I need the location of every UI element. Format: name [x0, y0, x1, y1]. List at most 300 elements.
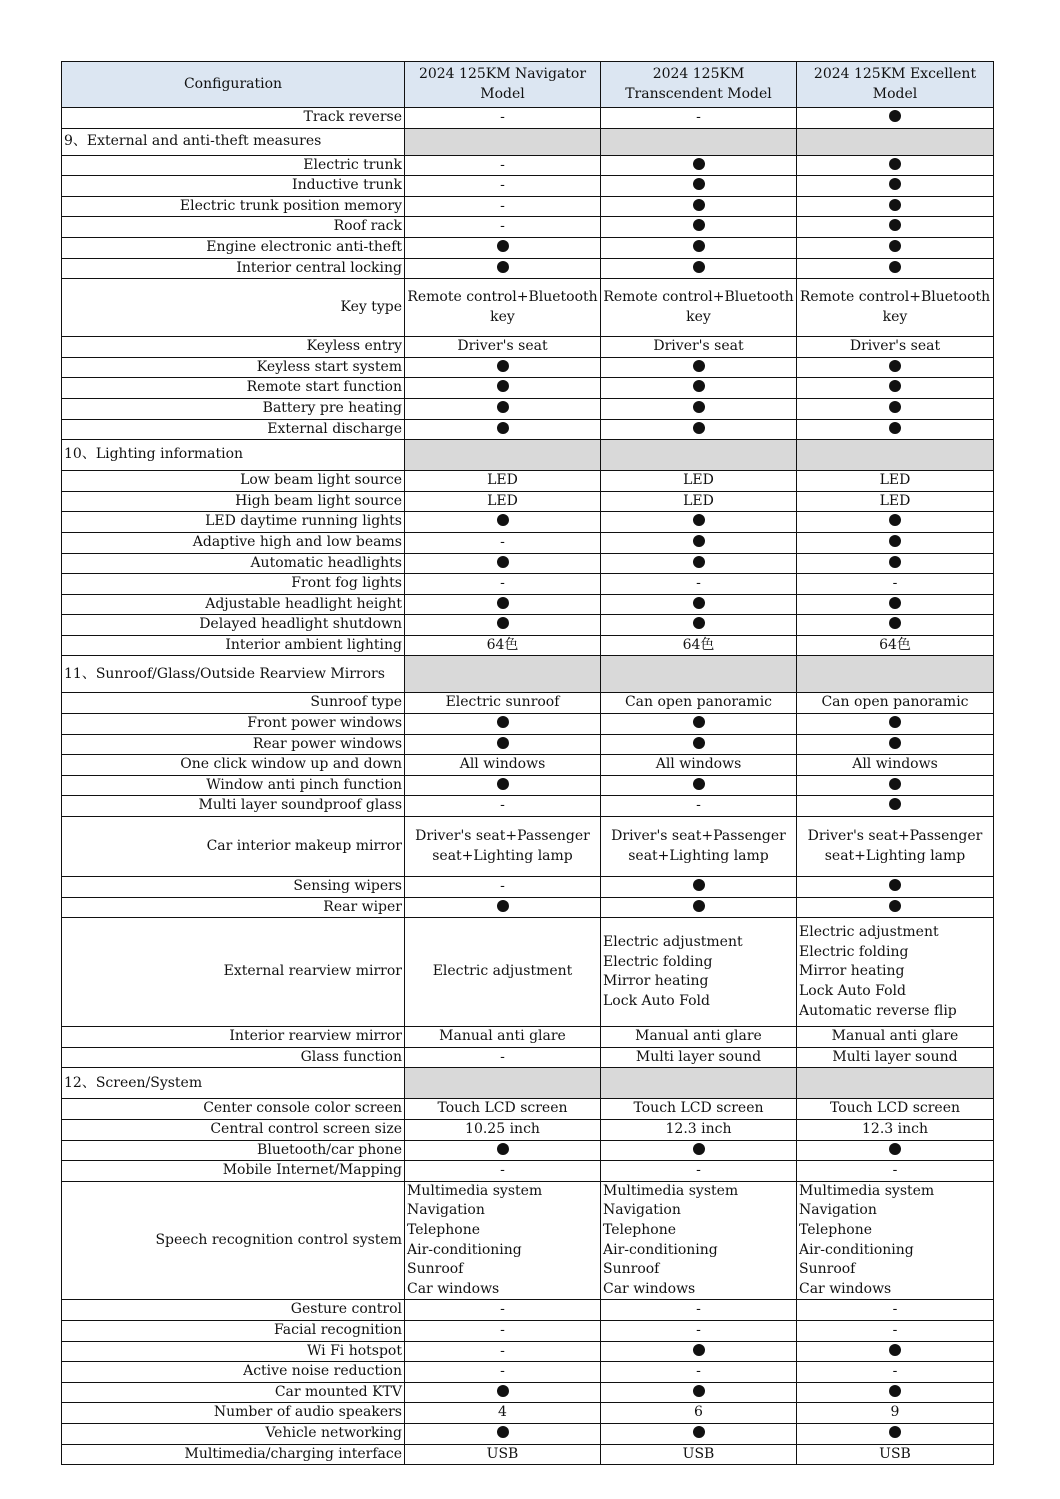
- filled-dot-icon: [889, 158, 901, 170]
- filled-dot-icon: [889, 401, 901, 413]
- row-label: Wi Fi hotspot: [62, 1341, 405, 1362]
- value-navigator: [405, 512, 601, 533]
- section-fill-cell: [601, 440, 797, 471]
- value-transcendent: -: [601, 1362, 797, 1383]
- value-excellent: [797, 398, 994, 419]
- value-transcendent: 64色: [601, 635, 797, 656]
- row-label: Vehicle networking: [62, 1423, 405, 1444]
- section-fill-cell: [405, 656, 601, 693]
- table-row: [62, 775, 994, 796]
- value-excellent: [797, 512, 994, 533]
- row-label: High beam light source: [62, 491, 405, 512]
- table-row: [62, 553, 994, 574]
- row-label: Active noise reduction: [62, 1362, 405, 1383]
- spec-table: [61, 61, 994, 1465]
- filled-dot-icon: [889, 900, 901, 912]
- row-label: Mobile Internet/Mapping: [62, 1161, 405, 1182]
- value-excellent: [797, 796, 994, 817]
- value-transcendent: [601, 594, 797, 615]
- filled-dot-icon: [889, 535, 901, 547]
- value-transcendent: [601, 1382, 797, 1403]
- table-row: [62, 897, 994, 918]
- value-transcendent: [601, 532, 797, 553]
- filled-dot-icon: [497, 778, 509, 790]
- row-label: LED daytime running lights: [62, 512, 405, 533]
- filled-dot-icon: [889, 597, 901, 609]
- value-excellent: [797, 237, 994, 258]
- row-label: Front fog lights: [62, 574, 405, 595]
- value-navigator: [405, 419, 601, 440]
- section-row: [62, 128, 994, 155]
- value-transcendent: [601, 1140, 797, 1161]
- value-transcendent: [601, 775, 797, 796]
- filled-dot-icon: [693, 1344, 705, 1356]
- section-fill-cell: [405, 440, 601, 471]
- value-transcendent: [601, 217, 797, 238]
- table-row: [62, 1320, 994, 1341]
- table-row: [62, 1140, 994, 1161]
- table-row: [62, 1403, 994, 1424]
- value-navigator: -: [405, 1320, 601, 1341]
- value-navigator: Electric sunroof: [405, 693, 601, 714]
- filled-dot-icon: [889, 617, 901, 629]
- filled-dot-icon: [497, 422, 509, 434]
- filled-dot-icon: [497, 900, 509, 912]
- header-excellent-model: 2024 125KM Excellent Model: [797, 62, 994, 108]
- value-navigator: Driver's seat+Passenger seat+Lighting lamp: [405, 817, 601, 877]
- header-navigator-model: 2024 125KM Navigator Model: [405, 62, 601, 108]
- value-transcendent: [601, 237, 797, 258]
- value-transcendent: LED: [601, 471, 797, 492]
- table-row: [62, 176, 994, 197]
- value-excellent: 12.3 inch: [797, 1120, 994, 1141]
- value-transcendent: [601, 1423, 797, 1444]
- table-row: [62, 279, 994, 337]
- value-navigator: Manual anti glare: [405, 1027, 601, 1048]
- row-label: Electric trunk position memory: [62, 196, 405, 217]
- value-excellent: [797, 419, 994, 440]
- row-label: Multi layer soundproof glass: [62, 796, 405, 817]
- value-excellent: [797, 357, 994, 378]
- value-excellent: Remote control+Bluetooth key: [797, 279, 994, 337]
- filled-dot-icon: [889, 778, 901, 790]
- value-excellent: [797, 532, 994, 553]
- row-label: Keyless start system: [62, 357, 405, 378]
- table-row: [62, 918, 994, 1027]
- value-navigator: -: [405, 796, 601, 817]
- value-navigator: USB: [405, 1444, 601, 1465]
- row-label: Car interior makeup mirror: [62, 817, 405, 877]
- value-navigator: [405, 237, 601, 258]
- section-fill-cell: [601, 656, 797, 693]
- header-transcendent-model: 2024 125KM Transcendent Model: [601, 62, 797, 108]
- table-row: [62, 1300, 994, 1321]
- filled-dot-icon: [889, 110, 901, 122]
- value-navigator: [405, 553, 601, 574]
- value-excellent: [797, 714, 994, 735]
- filled-dot-icon: [693, 380, 705, 392]
- value-navigator: Electric adjustment: [405, 918, 601, 1027]
- spec-body: [62, 108, 994, 1465]
- value-transcendent: [601, 378, 797, 399]
- row-label: Bluetooth/car phone: [62, 1140, 405, 1161]
- table-row: [62, 594, 994, 615]
- value-excellent: [797, 594, 994, 615]
- filled-dot-icon: [497, 716, 509, 728]
- table-row: [62, 1047, 994, 1068]
- value-excellent: Driver's seat+Passenger seat+Lighting lamp: [797, 817, 994, 877]
- filled-dot-icon: [497, 737, 509, 749]
- value-excellent: [797, 378, 994, 399]
- row-label: Front power windows: [62, 714, 405, 735]
- table-row: [62, 1341, 994, 1362]
- table-row: [62, 1120, 994, 1141]
- value-excellent: [797, 1423, 994, 1444]
- value-transcendent: Touch LCD screen: [601, 1099, 797, 1120]
- section-fill-cell: [797, 656, 994, 693]
- value-navigator: -: [405, 532, 601, 553]
- value-excellent: [797, 734, 994, 755]
- table-row: [62, 1027, 994, 1048]
- table-row: [62, 258, 994, 279]
- filled-dot-icon: [889, 1143, 901, 1155]
- value-excellent: [797, 176, 994, 197]
- row-label: Window anti pinch function: [62, 775, 405, 796]
- value-excellent: -: [797, 1320, 994, 1341]
- filled-dot-icon: [693, 199, 705, 211]
- value-navigator: 4: [405, 1403, 601, 1424]
- section-title: 10、Lighting information: [62, 440, 405, 471]
- filled-dot-icon: [889, 737, 901, 749]
- row-label: Glass function: [62, 1047, 405, 1068]
- filled-dot-icon: [497, 401, 509, 413]
- row-label: Number of audio speakers: [62, 1403, 405, 1424]
- value-navigator: [405, 734, 601, 755]
- filled-dot-icon: [889, 240, 901, 252]
- section-title: 9、External and anti-theft measures: [62, 128, 405, 155]
- value-transcendent: Driver's seat+Passenger seat+Lighting lamp: [601, 817, 797, 877]
- filled-dot-icon: [889, 716, 901, 728]
- value-excellent: Driver's seat: [797, 337, 994, 358]
- value-transcendent: [601, 1341, 797, 1362]
- table-row: [62, 398, 994, 419]
- value-transcendent: [601, 419, 797, 440]
- filled-dot-icon: [693, 1426, 705, 1438]
- value-navigator: -: [405, 155, 601, 176]
- row-label: One click window up and down: [62, 755, 405, 776]
- filled-dot-icon: [693, 401, 705, 413]
- value-excellent: -: [797, 1300, 994, 1321]
- value-transcendent: [601, 398, 797, 419]
- table-row: [62, 1423, 994, 1444]
- value-navigator: [405, 357, 601, 378]
- table-row: [62, 574, 994, 595]
- filled-dot-icon: [889, 178, 901, 190]
- table-row: [62, 108, 994, 129]
- value-excellent: [797, 155, 994, 176]
- value-navigator: All windows: [405, 755, 601, 776]
- row-label: Adjustable headlight height: [62, 594, 405, 615]
- row-label: Track reverse: [62, 108, 405, 129]
- table-row: [62, 471, 994, 492]
- value-excellent: [797, 553, 994, 574]
- section-title: 11、Sunroof/Glass/Outside Rearview Mirrors: [62, 656, 405, 693]
- value-transcendent: LED: [601, 491, 797, 512]
- table-row: [62, 357, 994, 378]
- value-excellent: [797, 1341, 994, 1362]
- filled-dot-icon: [497, 360, 509, 372]
- value-navigator: 10.25 inch: [405, 1120, 601, 1141]
- value-transcendent: All windows: [601, 755, 797, 776]
- header-configuration: Configuration: [62, 62, 405, 108]
- row-label: Rear wiper: [62, 897, 405, 918]
- value-transcendent: -: [601, 1320, 797, 1341]
- row-label: Speech recognition control system: [62, 1181, 405, 1300]
- section-fill-cell: [405, 128, 601, 155]
- row-label: Key type: [62, 279, 405, 337]
- value-navigator: LED: [405, 491, 601, 512]
- table-row: [62, 877, 994, 898]
- value-excellent: [797, 897, 994, 918]
- row-label: Inductive trunk: [62, 176, 405, 197]
- value-excellent: [797, 196, 994, 217]
- value-navigator: -: [405, 196, 601, 217]
- row-label: Engine electronic anti-theft: [62, 237, 405, 258]
- section-fill-cell: [601, 128, 797, 155]
- table-row: [62, 217, 994, 238]
- row-label: Car mounted KTV: [62, 1382, 405, 1403]
- filled-dot-icon: [693, 261, 705, 273]
- value-navigator: [405, 594, 601, 615]
- row-label: External rearview mirror: [62, 918, 405, 1027]
- table-row: [62, 237, 994, 258]
- section-fill-cell: [797, 440, 994, 471]
- row-label: Multimedia/charging interface: [62, 1444, 405, 1465]
- row-label: Delayed headlight shutdown: [62, 615, 405, 636]
- filled-dot-icon: [889, 1385, 901, 1397]
- value-transcendent: -: [601, 796, 797, 817]
- filled-dot-icon: [497, 1143, 509, 1155]
- table-row: [62, 693, 994, 714]
- section-title: 12、Screen/System: [62, 1068, 405, 1099]
- value-transcendent: [601, 615, 797, 636]
- filled-dot-icon: [889, 798, 901, 810]
- value-excellent: -: [797, 1362, 994, 1383]
- filled-dot-icon: [693, 219, 705, 231]
- section-fill-cell: [601, 1068, 797, 1099]
- filled-dot-icon: [889, 219, 901, 231]
- filled-dot-icon: [497, 597, 509, 609]
- table-row: [62, 1444, 994, 1465]
- value-navigator: -: [405, 574, 601, 595]
- row-label: Rear power windows: [62, 734, 405, 755]
- value-transcendent: Electric adjustment Electric folding Mirror heating Lock Auto Fold: [601, 918, 797, 1027]
- filled-dot-icon: [889, 261, 901, 273]
- value-transcendent: [601, 196, 797, 217]
- value-excellent: [797, 1140, 994, 1161]
- value-navigator: 64色: [405, 635, 601, 656]
- filled-dot-icon: [497, 556, 509, 568]
- value-navigator: [405, 714, 601, 735]
- value-navigator: Touch LCD screen: [405, 1099, 601, 1120]
- value-excellent: Multi layer sound: [797, 1047, 994, 1068]
- value-transcendent: Driver's seat: [601, 337, 797, 358]
- value-excellent: 64色: [797, 635, 994, 656]
- value-navigator: -: [405, 217, 601, 238]
- value-navigator: -: [405, 1362, 601, 1383]
- row-label: Interior ambient lighting: [62, 635, 405, 656]
- value-transcendent: [601, 877, 797, 898]
- value-navigator: [405, 378, 601, 399]
- filled-dot-icon: [693, 617, 705, 629]
- row-label: Battery pre heating: [62, 398, 405, 419]
- row-label: Adaptive high and low beams: [62, 532, 405, 553]
- section-fill-cell: [797, 128, 994, 155]
- table-row: [62, 337, 994, 358]
- value-excellent: [797, 217, 994, 238]
- value-excellent: Touch LCD screen: [797, 1099, 994, 1120]
- header-row: [62, 62, 994, 108]
- value-transcendent: Can open panoramic: [601, 693, 797, 714]
- filled-dot-icon: [693, 240, 705, 252]
- section-row: [62, 440, 994, 471]
- value-transcendent: [601, 512, 797, 533]
- filled-dot-icon: [497, 617, 509, 629]
- value-navigator: Multimedia system Navigation Telephone Air-conditioning Sunroof Car windows: [405, 1181, 601, 1300]
- table-row: [62, 817, 994, 877]
- table-row: [62, 1362, 994, 1383]
- filled-dot-icon: [889, 879, 901, 891]
- value-transcendent: USB: [601, 1444, 797, 1465]
- table-row: [62, 491, 994, 512]
- value-navigator: [405, 1140, 601, 1161]
- value-navigator: -: [405, 877, 601, 898]
- filled-dot-icon: [693, 360, 705, 372]
- value-excellent: [797, 775, 994, 796]
- table-row: [62, 734, 994, 755]
- value-navigator: -: [405, 1161, 601, 1182]
- filled-dot-icon: [889, 556, 901, 568]
- filled-dot-icon: [693, 1143, 705, 1155]
- value-excellent: [797, 877, 994, 898]
- filled-dot-icon: [889, 199, 901, 211]
- value-excellent: Electric adjustment Electric folding Mirror heating Lock Auto Fold Automatic reverse flip: [797, 918, 994, 1027]
- filled-dot-icon: [693, 514, 705, 526]
- value-navigator: [405, 897, 601, 918]
- filled-dot-icon: [693, 556, 705, 568]
- value-transcendent: [601, 553, 797, 574]
- value-transcendent: -: [601, 108, 797, 129]
- value-transcendent: -: [601, 574, 797, 595]
- value-navigator: [405, 398, 601, 419]
- filled-dot-icon: [693, 900, 705, 912]
- section-row: [62, 656, 994, 693]
- value-transcendent: [601, 176, 797, 197]
- value-transcendent: Manual anti glare: [601, 1027, 797, 1048]
- filled-dot-icon: [693, 597, 705, 609]
- value-excellent: Can open panoramic: [797, 693, 994, 714]
- filled-dot-icon: [889, 380, 901, 392]
- filled-dot-icon: [889, 514, 901, 526]
- row-label: Interior central locking: [62, 258, 405, 279]
- filled-dot-icon: [693, 535, 705, 547]
- filled-dot-icon: [693, 778, 705, 790]
- row-label: Remote start function: [62, 378, 405, 399]
- table-row: [62, 196, 994, 217]
- value-transcendent: [601, 155, 797, 176]
- row-label: Facial recognition: [62, 1320, 405, 1341]
- value-transcendent: Multimedia system Navigation Telephone Air-conditioning Sunroof Car windows: [601, 1181, 797, 1300]
- value-excellent: [797, 108, 994, 129]
- table-row: [62, 532, 994, 553]
- table-row: [62, 378, 994, 399]
- value-transcendent: [601, 714, 797, 735]
- table-row: [62, 1161, 994, 1182]
- filled-dot-icon: [889, 1344, 901, 1356]
- row-label: Low beam light source: [62, 471, 405, 492]
- row-label: Center console color screen: [62, 1099, 405, 1120]
- filled-dot-icon: [497, 1385, 509, 1397]
- value-navigator: [405, 775, 601, 796]
- value-navigator: [405, 258, 601, 279]
- value-navigator: -: [405, 1047, 601, 1068]
- row-label: Central control screen size: [62, 1120, 405, 1141]
- row-label: Roof rack: [62, 217, 405, 238]
- value-excellent: [797, 258, 994, 279]
- row-label: Interior rearview mirror: [62, 1027, 405, 1048]
- value-navigator: -: [405, 1300, 601, 1321]
- table-row: [62, 512, 994, 533]
- value-navigator: -: [405, 176, 601, 197]
- value-transcendent: Remote control+Bluetooth key: [601, 279, 797, 337]
- value-transcendent: Multi layer sound: [601, 1047, 797, 1068]
- value-excellent: LED: [797, 491, 994, 512]
- filled-dot-icon: [693, 737, 705, 749]
- table-row: [62, 1382, 994, 1403]
- value-excellent: 9: [797, 1403, 994, 1424]
- value-navigator: -: [405, 108, 601, 129]
- table-row: [62, 755, 994, 776]
- row-label: Electric trunk: [62, 155, 405, 176]
- value-transcendent: 12.3 inch: [601, 1120, 797, 1141]
- value-excellent: [797, 615, 994, 636]
- filled-dot-icon: [497, 380, 509, 392]
- row-label: Sensing wipers: [62, 877, 405, 898]
- row-label: Keyless entry: [62, 337, 405, 358]
- value-navigator: LED: [405, 471, 601, 492]
- value-transcendent: [601, 897, 797, 918]
- table-row: [62, 1099, 994, 1120]
- value-navigator: [405, 1382, 601, 1403]
- filled-dot-icon: [693, 422, 705, 434]
- filled-dot-icon: [693, 716, 705, 728]
- table-row: [62, 714, 994, 735]
- filled-dot-icon: [497, 514, 509, 526]
- table-row: [62, 615, 994, 636]
- value-excellent: LED: [797, 471, 994, 492]
- table-row: [62, 419, 994, 440]
- value-navigator: Driver's seat: [405, 337, 601, 358]
- row-label: Automatic headlights: [62, 553, 405, 574]
- value-transcendent: -: [601, 1161, 797, 1182]
- value-navigator: Remote control+Bluetooth key: [405, 279, 601, 337]
- filled-dot-icon: [497, 1426, 509, 1438]
- section-fill-cell: [797, 1068, 994, 1099]
- value-navigator: -: [405, 1341, 601, 1362]
- section-fill-cell: [405, 1068, 601, 1099]
- value-excellent: -: [797, 574, 994, 595]
- value-navigator: [405, 615, 601, 636]
